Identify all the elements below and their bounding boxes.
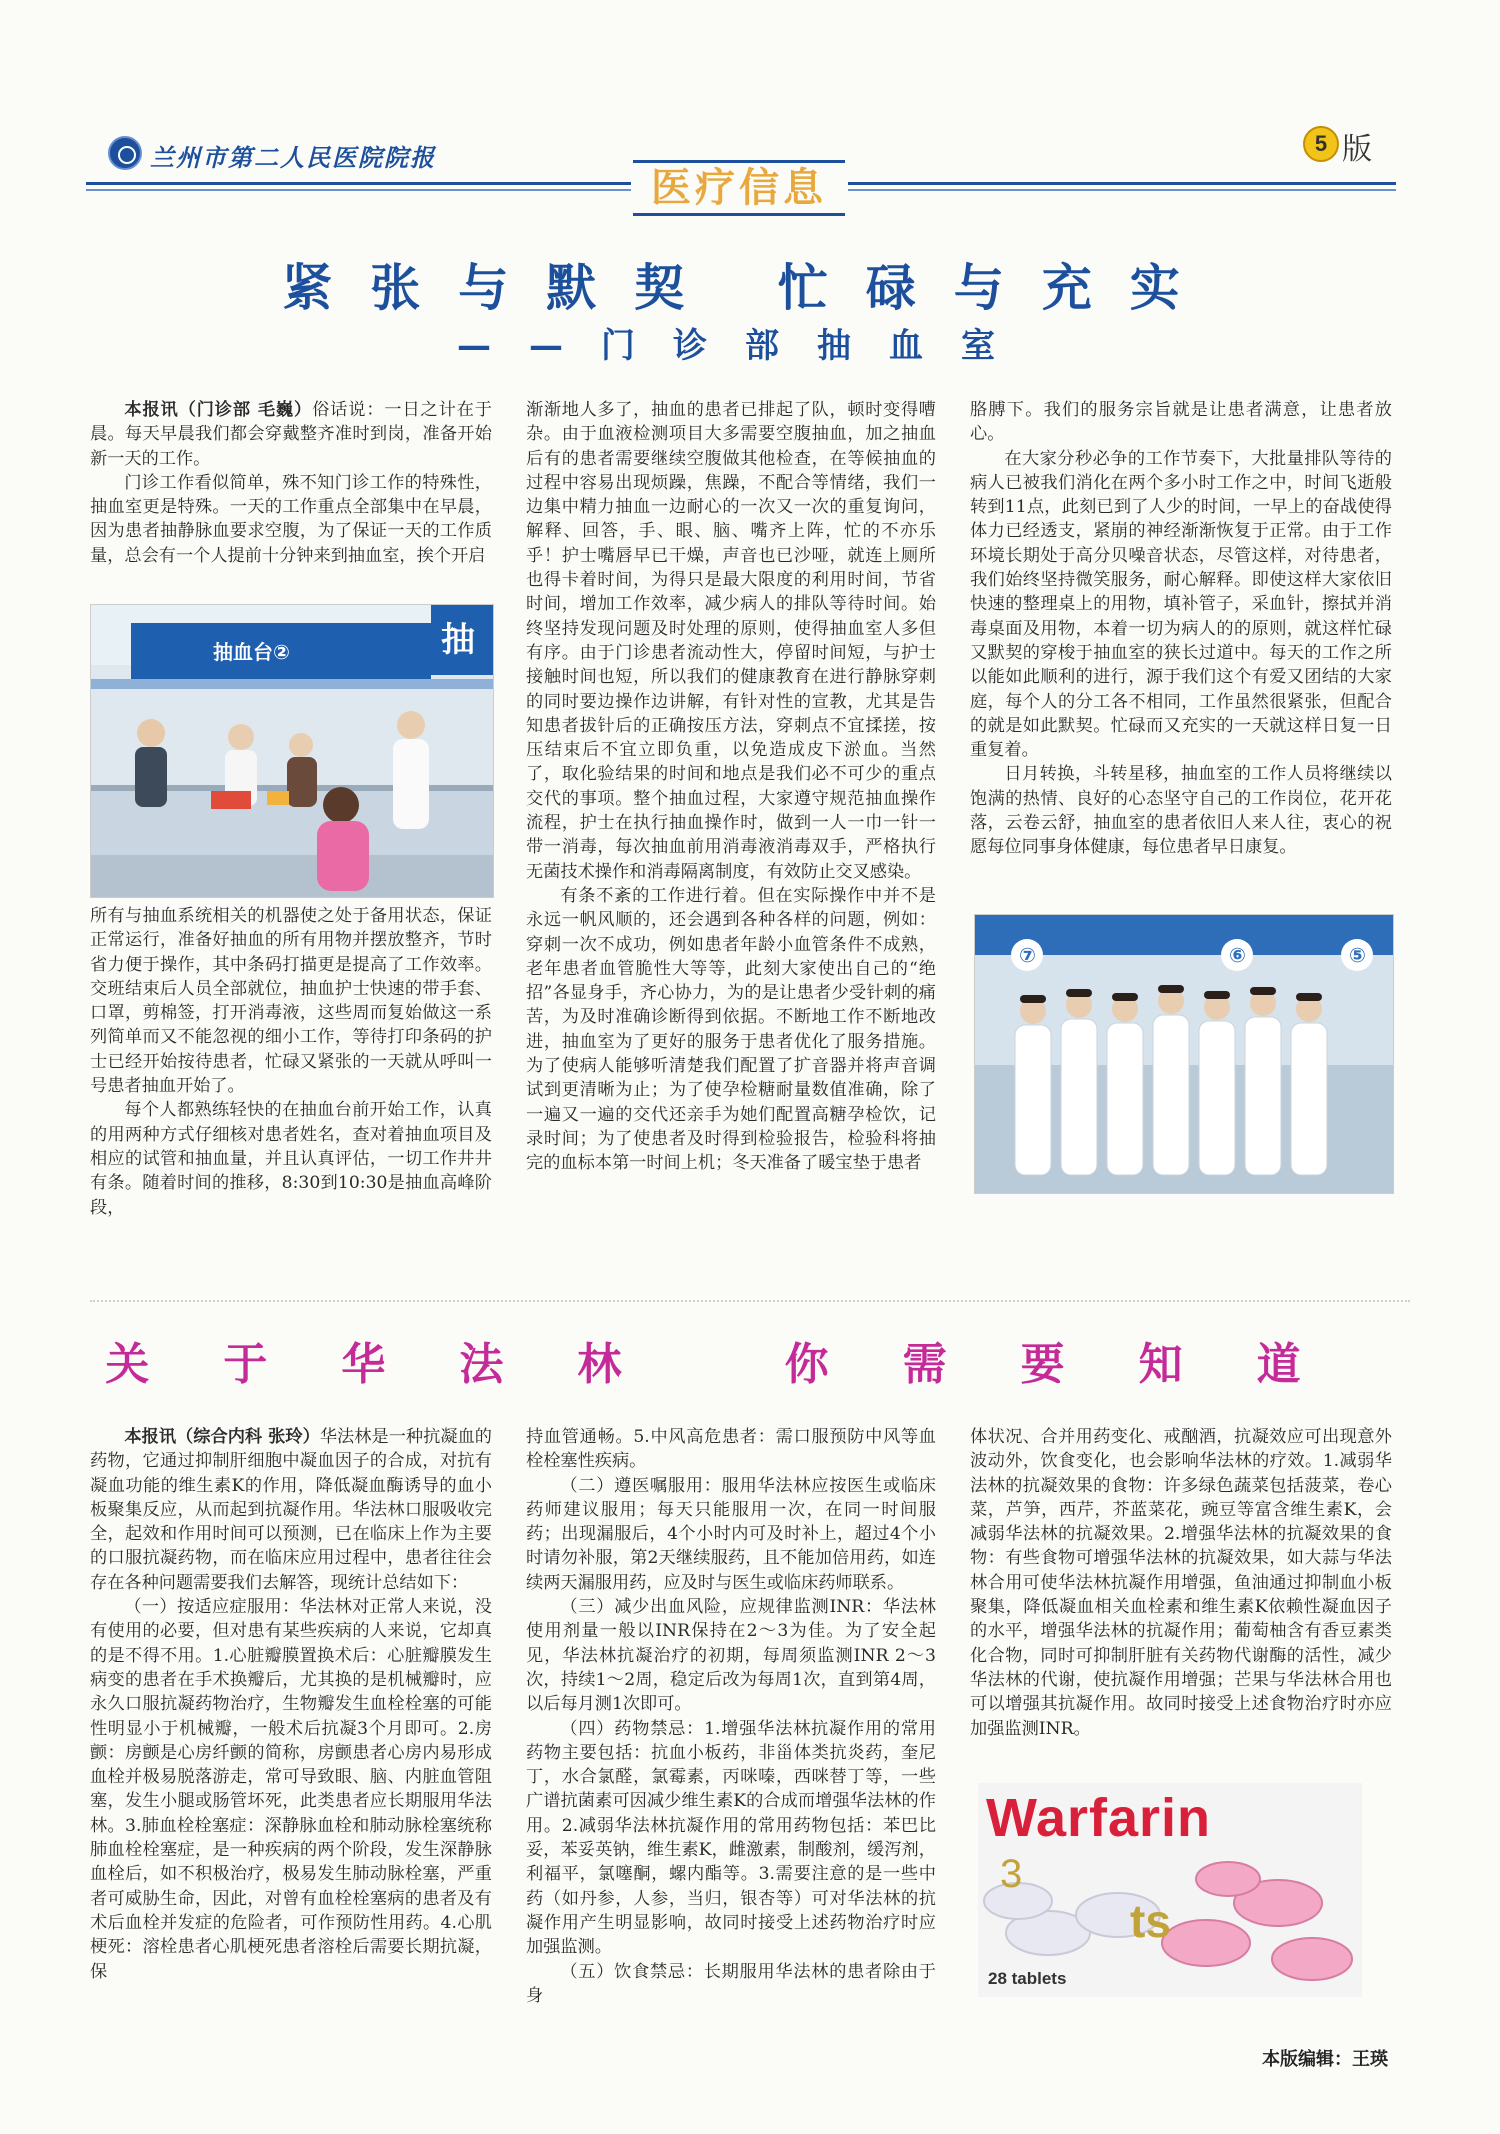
header-rule — [86, 182, 631, 185]
paragraph: （一）按适应症服用：华法林对正常人来说，没有使用的必要，但对患有某些疾病的人来说，它却真的是不得不用。1.心脏瓣膜置换术后：心脏瓣膜发生病变的患者在手术换瓣后，尤其换的是机械瓣时，应永久口服抗凝药物治疗，生物瓣发生血栓栓塞的可能性明显小于机械瓣，一般术后抗凝3个月即可。2.房颤：房颤是心房纤颤的简称，房颤患者心房内易形成血栓并极易脱落游走，常可导致眼、脑、内脏血管阻塞，发生小腿或肠管坏死，此类患者应长期服用华法林。3.肺血栓栓塞症：深静脉血栓和肺动脉栓塞统称肺血栓栓塞症，是一种疾病的两个阶段，发生深静脉血栓后，如不积极治疗，极易发生肺动脉栓塞，严重者可威胁生命，因此，对曾有血栓栓塞病的患者及有术后血栓并发症的危险者，可作预防性用药。4.心肌梗死：溶栓患者心肌梗死患者溶栓后需要长期抗凝，保 — [90, 1597, 492, 1982]
counter-window-label: 抽血台② — [213, 640, 290, 664]
article-divider — [90, 1300, 1410, 1304]
paragraph: 日月转换，斗转星移，抽血室的工作人员将继续以饱满的热情、良好的心态坚守自己的工作岗位，花开花落，云卷云舒，抽血室的患者依旧人来人往，衷心的祝愿每位同事身体健康，每位患者早日康复。 — [970, 764, 1392, 858]
paragraph: 华法林是一种抗凝血的药物，它通过抑制肝细胞中凝血因子的合成，对抗有凝血功能的维生素K的作用，降低凝血酶诱导的血小板聚集反应，从而起到抗凝作用。华法林口服吸收完全，起效和作用时间可以预测，已在临床上作为主要的口服抗凝药物，而在临床应用过程中，患者往往会存在各种问题需要我们去解答，现统计总结如下： — [90, 1427, 492, 1593]
hospital-logo — [108, 136, 142, 170]
article-1-column-1-bottom — [90, 904, 492, 1220]
article-1-column-3 — [970, 398, 1392, 860]
article-1-byline: 本报讯（门诊部 毛巍） — [124, 400, 313, 420]
page-editor: 本版编辑：王瑛 — [1262, 2049, 1388, 2070]
header-rule — [848, 189, 1396, 191]
paragraph: 所有与抽血系统相关的机器使之处于备用状态，保证正常运行，准备好抽血的所有用物并摆放整齐，节时省力便于操作，其中条码打描更是提高了工作效率。交班结束后人员全部就位，抽血护士快速的带手套、口罩，剪棉签，打开消毒液，这些周而复始做这一系列简单而又不能忽视的细小工作，等待打印条码的护士已经开始按待患者，忙碌又紧张的一天就从呼叫一号患者抽血开始了。 — [90, 906, 492, 1097]
paragraph: 在大家分秒必争的工作节奏下，大批量排队等待的病人已被我们消化在两个多小时工作之中，时间飞逝般转到11点，此刻已到了人少的时间，一早上的奋战使得体力已经透支，紧崩的神经渐渐恢复于正常。由于工作环境长期处于高分贝噪音状态，尽管这样，对待患者，我们始终坚持微笑服务，耐心解释。即使这样大家依旧快速的整理桌上的用物，填补管子，采血针，擦拭并消毒桌面及用物，本着一切为病人的的原则，就这样忙碌又默契的穿梭于抽血室的狭长过道中。每天的工作之所以能如此顺利的进行，源于我们这个有爱又团结的大家庭，每个人的分工各不相同，工作虽然很紧张，但配合的就是如此默契。忙碌而又充实的一天就这样日复一日重复着。 — [970, 448, 1392, 761]
header-rule — [848, 182, 1396, 185]
article-1-column-2 — [526, 398, 936, 1176]
warfarin-package-image — [978, 1783, 1362, 1997]
paragraph: （二）遵医嘱服用：服用华法林应按医生或临床药师建议服用；每天只能服用一次，在同一时间服药；出现漏服后，4个小时内可及时补上，超过4个小时请勿补服，第2天继续服药，且不能加倍用药，如连续两天漏服用药，应及时与医生或临床药师联系。 — [526, 1475, 936, 1593]
article-2-byline: 本报讯（综合内科 张玲） — [124, 1427, 320, 1447]
window-label: ⑤ — [1349, 943, 1366, 967]
paragraph: 体状况、合并用药变化、戒酗酒，抗凝效应可出现意外波动外，饮食变化，也会影响华法林的疗效。1.减弱华法林的抗凝效果的食物：许多绿色蔬菜包括菠菜，卷心菜，芦笋，西芹，芥蓝菜花，豌豆等富含维生素K，会减弱华法林的抗凝效果。2.增强华法林的抗凝效果的食物：有些食物可增强华法林的抗凝效果，如大蒜与华法林合用可使华法林抗凝作用增强，鱼油通过抑制血小板聚集，降低凝血相关血栓素和维生素K依赖性凝血因子的水平，增强华法林的抗凝作用；葡萄柚含有香豆素类化合物，同时可抑制肝脏有关药物代谢酶的活性，减少华法林的代谢，使抗凝作用增强；芒果与华法林合用也可以增强其抗凝作用。故同时接受上述食物治疗时亦应加强监测INR。 — [970, 1427, 1392, 1739]
newspaper-name: 兰州市第二人民医院院报 — [150, 143, 436, 172]
tablet-count: 28 tablets — [988, 1969, 1067, 1988]
article-1-column-1-top — [90, 398, 492, 568]
paragraph: （四）药物禁忌：1.增强华法林抗凝作用的常用药物主要包括：抗血小板药，非甾体类抗炎药，奎尼丁，水合氯醛，氯霉素，丙咪嗪，西咪替丁等，一些广谱抗菌素可因减少维生素K的合成而增强华法林的作用。2.减弱华法林抗凝作用的常用药物包括：苯巴比妥，苯妥英钠，维生素K，雌激素，制酸剂，缓泻剂，利福平，氯噻酮，螺内酯等。3.需要注意的是一些中药（如丹参，人参，当归，银杏等）可对华法林的抗凝作用产生明显影响，故同时接受上述药物治疗时应加强监测。 — [526, 1718, 936, 1958]
article-2-column-1 — [90, 1425, 492, 1984]
photo-staff-group — [974, 914, 1394, 1194]
paragraph: 每个人都熟练轻快的在抽血台前开始工作，认真的用两种方式仔细核对患者姓名，查对着抽血项目及相应的试管和抽血量，并且认真评估，一切工作井井有条。随着时间的推移，8:30到10:30是抽血高峰阶段， — [90, 1100, 492, 1218]
counter-sign-character: 抽 — [441, 620, 475, 660]
dose-fragment: ts — [1130, 1895, 1171, 1947]
window-label: ⑦ — [1019, 943, 1036, 967]
dose-fragment: 3 — [1000, 1852, 1023, 1896]
paragraph: 持血管通畅。5.中风高危患者：需口服预防中风等血栓栓塞性疾病。 — [526, 1427, 936, 1472]
section-banner — [633, 160, 845, 216]
photo-blood-draw-counter — [90, 604, 494, 898]
header-rule — [86, 189, 631, 191]
paragraph: 俗话说：一日之计在于晨。每天早晨我们都会穿戴整齐准时到岗，准备开始新一天的工作。 — [90, 400, 492, 469]
paragraph: 胳膊下。我们的服务宗旨就是让患者满意，让患者放心。 — [970, 400, 1392, 445]
article-1-subheadline: ——门诊部抽血室 — [457, 326, 1033, 366]
article-2-column-2 — [526, 1425, 936, 2008]
page-number-suffix: 版 — [1342, 132, 1372, 167]
article-2-headline: 关于华法林 你需要知道 — [105, 1339, 1375, 1390]
paragraph: 门诊工作看似简单，殊不知门诊工作的特殊性，抽血室更是特殊。一天的工作重点全部集中在早晨，因为患者抽静脉血要求空腹，为了保证一天的工作质量，总会有一个人提前十分钟来到抽血室，挨个开启 — [90, 472, 492, 566]
paragraph: （三）减少出血风险，应规律监测INR：华法林使用剂量一般以INR保持在2～3为佳。为了安全起见，华法林抗凝治疗的初期，每周须监测INR 2～3次，持续1～2周，稳定后改为每周1次，直到第4周，以后每月测1次即可。 — [526, 1597, 936, 1715]
warfarin-brand: Warfarin — [986, 1788, 1212, 1848]
article-2-column-3 — [970, 1425, 1392, 1741]
page-number: 5 — [1303, 126, 1339, 162]
paragraph: 渐渐地人多了，抽血的患者已排起了队，顿时变得嘈杂。由于血液检测项目大多需要空腹抽血，加之抽血后有的患者需要继续空腹做其他检查，在等候抽血的过程中容易出现烦躁，焦躁，不配合等情绪，我们一边集中精力抽血一边耐心的一次又一次的重复询问，解释、回答，手、眼、脑、嘴齐上阵，忙的不亦乐乎！护士嘴唇早已干燥，声音也已沙哑，就连上厕所也得卡着时间，为得只是最大限度的利用时间，节省时间，增加工作效率，减少病人的排队等待时间。始终坚持发现问题及时处理的原则，使得抽血室人多但有序。由于门诊患者流动性大，停留时间短，与护士接触时间也短，所以我们的健康教育在进行静脉穿刺的同时要边操作边讲解，有针对性的宣教，尤其是告知患者拔针后的正确按压方法，穿刺点不宜揉搓，按压结束后不宜立即负重，以免造成皮下淤血。当然了，取化验结果的时间和地点是我们必不可少的重点交代的事项。整个抽血过程，大家遵守规范抽血操作流程，护士在执行抽血操作时，做到一人一巾一针一带一消毒，每次抽血前用消毒液消毒双手，严格执行无菌技术操作和消毒隔离制度，有效防止交叉感染。 — [526, 400, 936, 882]
window-label: ⑥ — [1229, 943, 1246, 967]
paragraph: 有条不紊的工作进行着。但在实际操作中并不是永远一帆风顺的，还会遇到各种各样的问题，例如：穿刺一次不成功，例如患者年龄小血管条件不成熟，老年患者血管脆性大等等，此刻大家使出自己的“绝招”各显身手，齐心协力，为的是让患者少受针刺的痛苦，为及时准确诊断得到依据。不断地工作不断地改进，抽血室为了更好的服务于患者优化了服务措施。为了使病人能够听清楚我们配置了扩音器并将声音调试到更清晰为止；为了使孕检糖耐量数值准确，除了一遍又一遍的交代还亲手为她们配置高糖孕检饮，记录时间；为了使患者及时得到检验报告，检验科将抽完的血标本第一时间上机；冬天准备了暖宝垫于患者 — [526, 885, 936, 1174]
paragraph: （五）饮食禁忌：长期服用华法林的患者除由于身 — [526, 1961, 936, 2006]
section-title: 医疗信息 — [651, 165, 827, 211]
article-1-headline: 紧张与默契 忙碌与充实 — [282, 259, 1218, 317]
